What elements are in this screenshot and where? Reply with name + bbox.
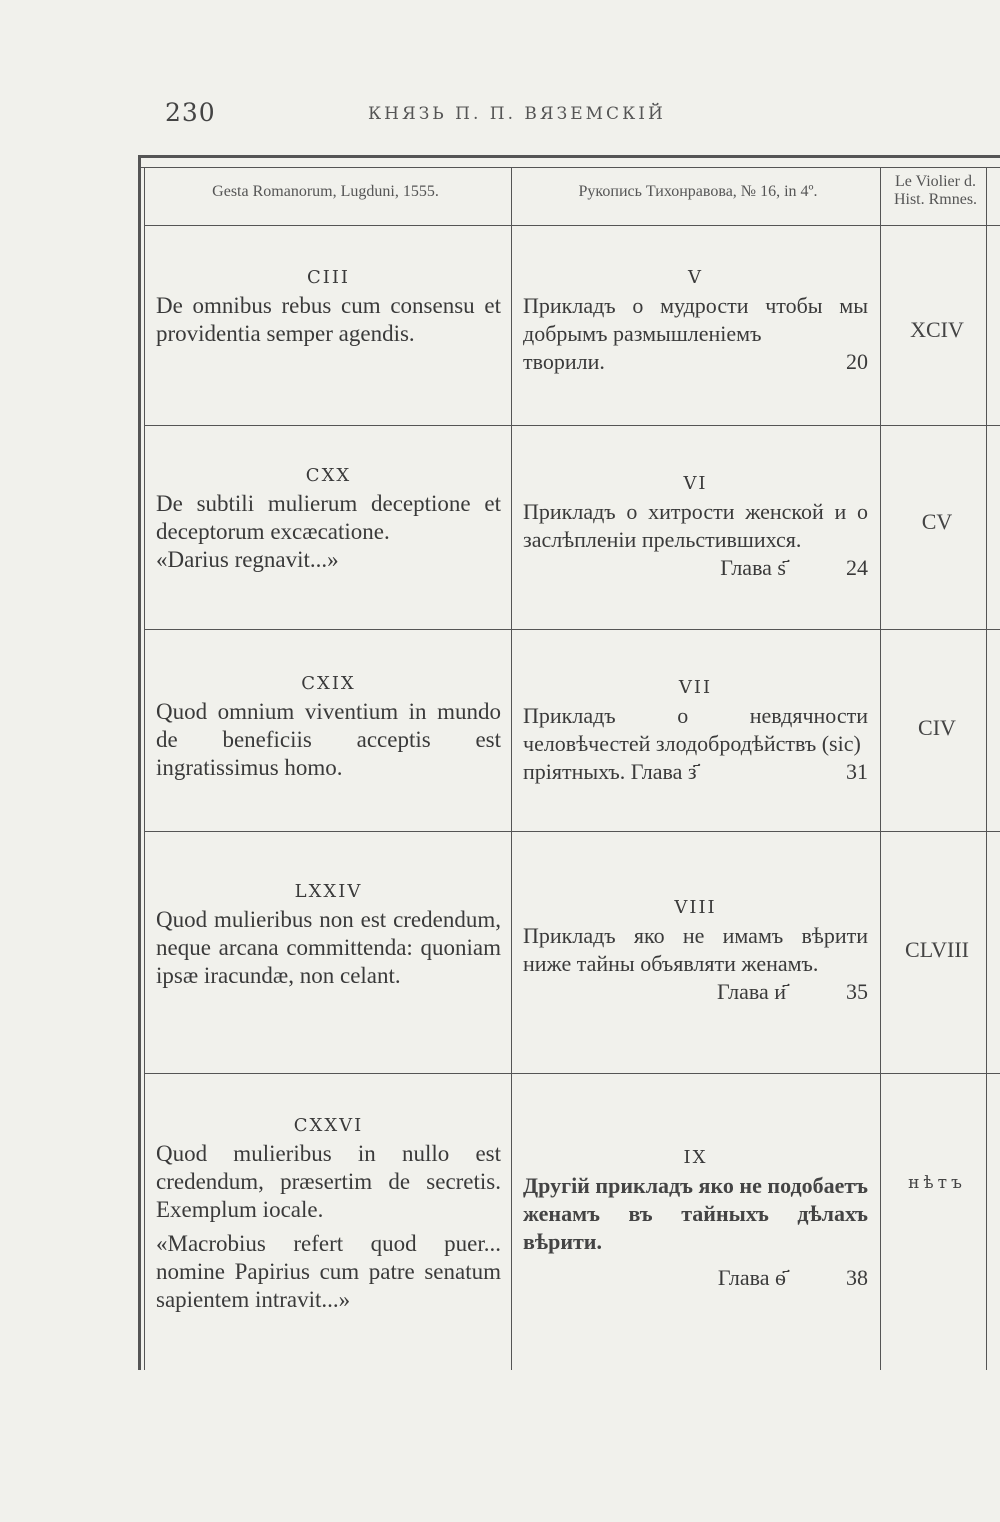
table-row — [138, 629, 1000, 831]
manuscript-page: 31 — [846, 759, 868, 784]
gesta-quote: «Macrobius refert quod puer... nomine Papirius cum patre senatum sapientem intravit...» — [156, 1231, 501, 1312]
gesta-number: CXX — [305, 465, 352, 486]
header-manuscript: Рукопись Тихонравова, № 16, in 4º. — [578, 183, 818, 200]
gesta-cell — [156, 881, 501, 990]
gesta-number: LXXIV — [294, 881, 363, 902]
manuscript-text: Прикладъ о невдячности человѣчестей злодобродѣйствъ (sic) — [523, 703, 868, 756]
violier-cell: нѣтъ — [908, 1173, 966, 1193]
manuscript-number: VIII — [674, 897, 717, 918]
manuscript-cell — [523, 1147, 868, 1292]
manuscript-text: Другій прикладъ яко не подобаетъ женамъ въ тайныхъ дѣлахъ вѣрити. — [523, 1173, 868, 1254]
manuscript-text: Прикладъ о хитрости женской и о заслѣпленіи прельстившихся. — [523, 499, 868, 552]
violier-cell: CLVIII — [905, 937, 969, 962]
gesta-number: CXIX — [301, 673, 356, 694]
gesta-text: Quod mulieribus in nullo est credendum, præsertim de secretis. Exemplum iocale. — [156, 1141, 501, 1222]
manuscript-cell — [523, 267, 868, 376]
gesta-cell — [156, 1115, 501, 1314]
manuscript-cell — [523, 473, 868, 582]
gesta-cell — [156, 267, 501, 348]
header-violier-line1: Le Violier d. — [895, 173, 976, 190]
header-violier-line2: Hist. Rmnes. — [893, 191, 978, 208]
gesta-quote: «Darius regnavit...» — [156, 547, 339, 572]
gesta-number: CIII — [306, 267, 351, 288]
gesta-text: De subtili mulierum deceptione et deceptorum excæcatione. — [156, 491, 501, 544]
violier-cell: CV — [921, 509, 953, 534]
violier-cell: XCIV — [910, 317, 964, 342]
manuscript-last-word: творили. — [523, 349, 605, 374]
table-row — [138, 225, 1000, 425]
manuscript-page: 24 — [846, 555, 868, 580]
gesta-text: De omnibus rebus cum consensu et providentia semper agendis. — [156, 293, 501, 346]
manuscript-ref — [523, 978, 868, 1006]
table-row — [138, 1073, 1000, 1370]
manuscript-number: VII — [678, 677, 713, 698]
manuscript-cell — [523, 677, 868, 786]
header-violier — [883, 173, 988, 209]
top-rule — [138, 155, 1000, 158]
manuscript-number: IX — [683, 1147, 708, 1168]
manuscript-ref — [523, 758, 868, 786]
gesta-text: Quod omnium viventium in mundo de beneficiis acceptis est ingratissimus homo. — [156, 699, 501, 780]
manuscript-text: Прикладъ яко не имамъ вѣрити ниже тайны объявляти женамъ. — [523, 923, 868, 976]
top-rule-thin — [138, 167, 1000, 168]
manuscript-cell — [523, 897, 868, 1006]
manuscript-chapter: Глава ѳ҃ — [717, 1265, 786, 1290]
violier-cell: CIV — [918, 715, 956, 740]
gesta-cell — [156, 465, 501, 574]
manuscript-ref — [523, 554, 868, 582]
manuscript-chapter: Глава ѕ҃ — [720, 555, 786, 580]
manuscript-page: 38 — [846, 1265, 868, 1290]
manuscript-number: V — [688, 267, 703, 288]
manuscript-ref — [523, 1264, 868, 1292]
concordance-table — [138, 155, 1000, 1370]
gesta-cell — [156, 673, 501, 782]
manuscript-chapter: Глава и҃ — [717, 979, 786, 1004]
running-head: КНЯЗЬ П. П. ВЯЗЕМСКІЙ — [368, 104, 666, 124]
header-gesta: Gesta Romanorum, Lugduni, 1555. — [212, 183, 439, 200]
manuscript-ref — [523, 348, 868, 376]
page-number: 230 — [165, 98, 216, 127]
gesta-text: Quod mulieribus non est credendum, neque arcana committenda: quoniam ipsæ iracundæ, non celant. — [156, 907, 501, 988]
manuscript-page: 35 — [846, 979, 868, 1004]
manuscript-last-line: пріятныхъ. Глава з҃ — [523, 759, 697, 784]
manuscript-page: 20 — [846, 349, 868, 374]
manuscript-text: Прикладъ о мудрости чтобы мы добрымъ размышленіемъ — [523, 293, 868, 346]
table-row — [138, 425, 1000, 629]
manuscript-number: VI — [683, 473, 708, 494]
gesta-number: CXXVI — [293, 1115, 364, 1136]
table-row — [138, 831, 1000, 1073]
